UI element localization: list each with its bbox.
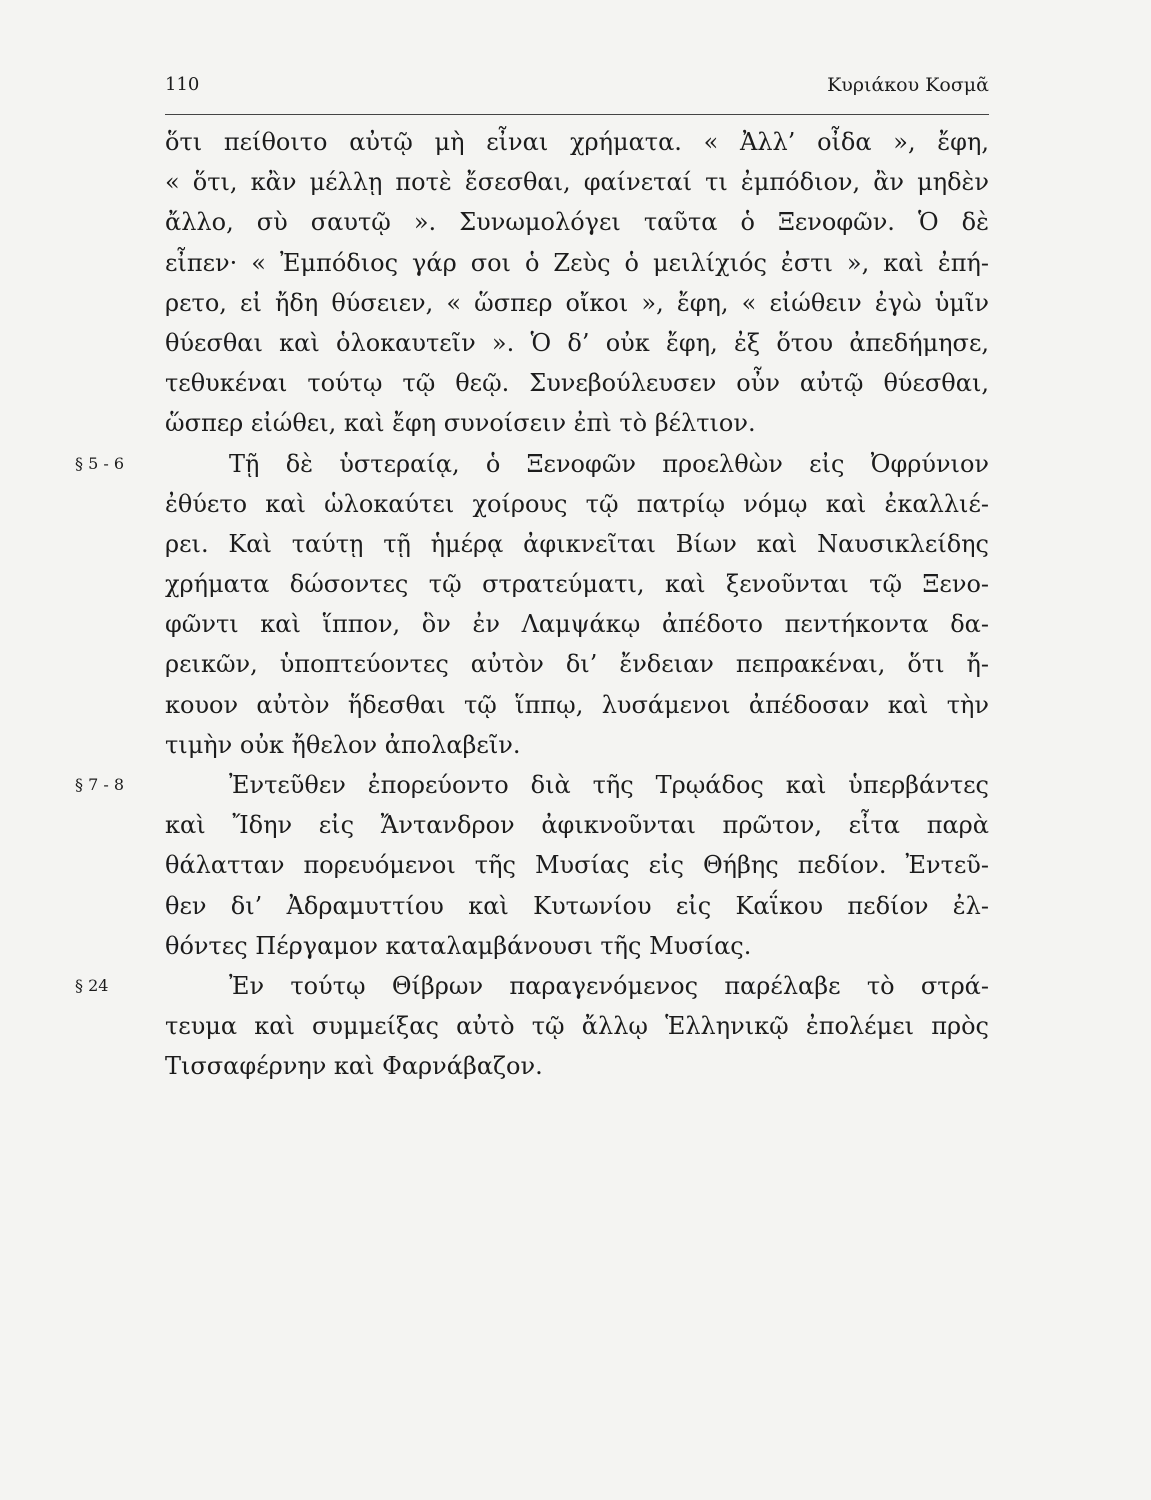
text-line — [165, 122, 989, 162]
text-line — [165, 644, 989, 684]
body-text — [75, 122, 989, 1087]
page-header — [165, 74, 989, 115]
text-line — [165, 403, 989, 443]
text-line — [75, 765, 989, 805]
text-line — [75, 966, 989, 1006]
line-text: ὥσπερ εἰώθει, καὶ ἔφη συνοίσειν ἐπὶ τὸ βέλτιον. — [165, 409, 756, 438]
text-line — [165, 323, 989, 363]
text-line — [165, 604, 989, 644]
line-text: Τῇ δὲ ὑστεραίᾳ, ὁ Ξενοφῶν προελθὼν εἰς Ὀφρύνιον — [229, 449, 989, 478]
line-text: καὶ Ἴδην εἰς Ἄντανδρον ἀφικνοῦνται πρῶτον, εἶτα παρὰ — [165, 811, 989, 840]
line-text: εἶπεν· « Ἐμπόδιος γάρ σοι ὁ Ζεὺς ὁ μειλίχιός ἐστι », καὶ ἐπή- — [165, 248, 989, 277]
text-line — [165, 243, 989, 283]
text-line — [165, 162, 989, 202]
text-line — [165, 805, 989, 845]
text-line — [165, 725, 989, 765]
line-text: κουον αὐτὸν ἥδεσθαι τῷ ἵππῳ, λυσάμενοι ἀπέδοσαν καὶ τὴν — [165, 690, 989, 719]
page-number: 110 — [165, 74, 200, 95]
line-text: Ἐντεῦθεν ἐπορεύοντο διὰ τῆς Τρῳάδος καὶ ὑπερβάντες — [229, 771, 989, 799]
text-line — [165, 524, 989, 564]
text-line — [165, 283, 989, 323]
text-line — [165, 886, 989, 926]
line-text: ἄλλο, σὺ σαυτῷ ». Συνωμολόγει ταῦτα ὁ Ξενοφῶν. Ὁ δὲ — [165, 208, 989, 237]
line-text: ἐθύετο καὶ ὡλοκαύτει χοίρους τῷ πατρίῳ νόμῳ καὶ ἐκαλλιέ- — [165, 489, 989, 518]
line-text: Ἐν τούτῳ Θίβρων παραγενόμενος παρέλαβε τὸ στρά- — [229, 971, 989, 1000]
line-text: « ὅτι, κἂν μέλλῃ ποτὲ ἔσεσθαι, φαίνεταί τι ἐμπόδιον, ἂν μηδὲν — [165, 168, 989, 197]
text-line — [165, 685, 989, 725]
text-line — [165, 363, 989, 403]
line-text: τευμα καὶ συμμείξας αὐτὸ τῷ ἄλλῳ Ἑλληνικῷ ἐπολέμει πρὸς — [165, 1012, 989, 1041]
text-line — [165, 1006, 989, 1046]
running-title: Κυριάκου Κοσμᾶ — [827, 74, 989, 96]
text-line — [75, 444, 989, 484]
line-text: ὅτι πείθοιτο αὐτῷ μὴ εἶναι χρήματα. « Ἀλλ’ οἶδα », ἔφη, — [165, 128, 989, 156]
line-text: θύεσθαι καὶ ὁλοκαυτεῖν ». Ὁ δ’ οὐκ ἔφη, ἐξ ὅτου ἀπεδήμησε, — [165, 328, 989, 357]
line-text: θάλατταν πορευόμενοι τῆς Μυσίας εἰς Θήβης πεδίον. Ἐντεῦ- — [165, 851, 989, 880]
section-reference: § 24 — [75, 975, 109, 995]
line-text: φῶντι καὶ ἵππον, ὃν ἐν Λαμψάκῳ ἀπέδοτο πεντήκοντα δα- — [165, 610, 989, 639]
text-line — [165, 845, 989, 885]
text-line — [165, 926, 989, 966]
text-line — [165, 1046, 989, 1086]
text-line — [165, 564, 989, 604]
line-text: ρει. Καὶ ταύτῃ τῇ ἡμέρᾳ ἀφικνεῖται Βίων καὶ Ναυσικλείδης — [165, 529, 989, 558]
line-text: χρήματα δώσοντες τῷ στρατεύματι, καὶ ξενοῦνται τῷ Ξενο- — [165, 570, 989, 599]
section-reference: § 7 - 8 — [75, 775, 125, 794]
line-text: ρετο, εἰ ἤδη θύσειεν, « ὥσπερ οἴκοι », ἔφη, « εἰώθειν ἐγὼ ὑμῖν — [165, 288, 989, 317]
line-text: θόντες Πέργαμον καταλαμβάνουσι τῆς Μυσίας. — [165, 931, 752, 960]
line-text: Τισσαφέρνην καὶ Φαρνάβαζον. — [165, 1052, 543, 1081]
line-text: τιμὴν οὐκ ἤθελον ἀπολαβεῖν. — [165, 730, 521, 759]
text-line — [165, 202, 989, 242]
line-text: τεθυκέναι τούτῳ τῷ θεῷ. Συνεβούλευσεν οὖν αὐτῷ θύεσθαι, — [165, 369, 989, 398]
section-reference: § 5 - 6 — [75, 453, 125, 473]
text-line — [165, 484, 989, 524]
line-text: θεν δι’ Ἀδραμυττίου καὶ Κυτωνίου εἰς Καΐκου πεδίον ἐλ- — [165, 891, 989, 920]
line-text: ρεικῶν, ὑποπτεύοντες αὐτὸν δι’ ἔνδειαν πεπρακέναι, ὅτι ἤ- — [165, 650, 989, 679]
